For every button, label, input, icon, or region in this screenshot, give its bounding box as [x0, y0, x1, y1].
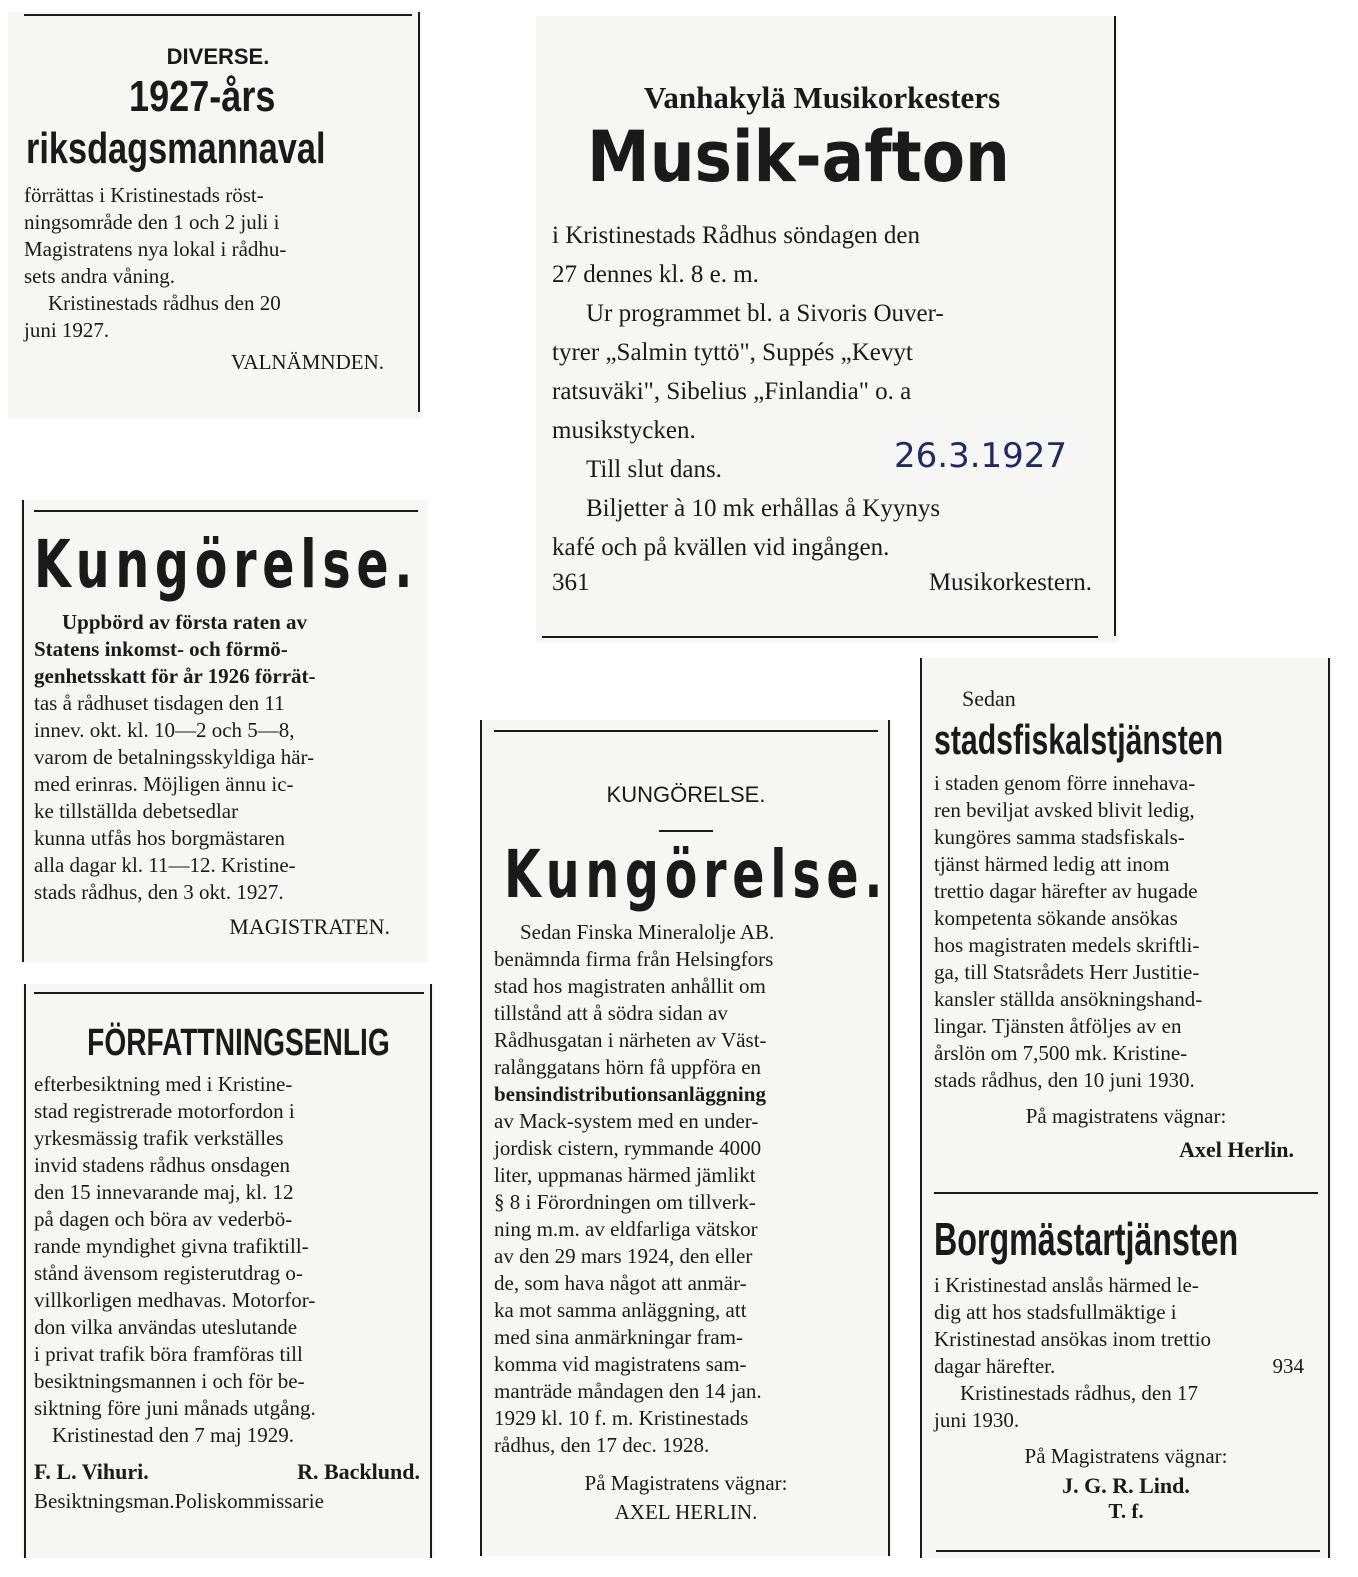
- signature: Axel Herlin.: [1179, 1137, 1294, 1162]
- signature: J. G. R. Lind.: [1062, 1473, 1190, 1498]
- notice-borgmastare: [920, 1188, 1332, 1558]
- right-rule: [430, 984, 432, 1558]
- headline: Borgmästartjänsten: [934, 1213, 1239, 1265]
- body-text: efterbesiktning med i Kristine- stad registrerade motorfordon i yrkesmässig trafik verkställes invid stadens rådhus onsdagen den 15 innevarande maj, kl. 12 på dagen och böra av vederbö- rande myndighet givna trafiktill- stånd ävensom registerutdrag o- villkorligen medhavas. Motorfor- don vilka användas uteslutande i privat trafik böra framföras till besiktningsmannen i och för be- siktning före juni månads utgång. Kristinestad den 7 maj 1929.: [34, 1072, 316, 1447]
- notice-besiktning: [22, 984, 434, 1558]
- body-text: förrättas i Kristinestads röst- ningsområde den 1 och 2 juli i Magistratens nya lokal i rådhu- sets andra våning. Kristinestads rådhus den 20 juni 1927.: [24, 183, 287, 342]
- behalf-line: På Magistratens vägnar:: [584, 1471, 788, 1495]
- divider: [659, 830, 713, 832]
- body-text: i Kristinestads Rådhus söndagen den 27 dennes kl. 8 e. m. Ur programmet bl. a Sivoris Ouver- tyrer „Salmin tyttö", Suppés „Kevyt ratsuväki", Sibelius „Finlandia" o. a musikstycken. Till slut dans. Biljetter à 10 mk erhållas å Kyynys kafé och på kvällen vid ingången.: [552, 222, 944, 561]
- notice-bensinstation: [480, 720, 892, 1556]
- right-rule: [1328, 1188, 1330, 1558]
- headline: Kungörelse.: [504, 836, 889, 913]
- headline-year: 1927-års: [128, 72, 276, 121]
- headline: Musik-afton: [587, 116, 1010, 198]
- signature-backlund: R. Backlund.: [297, 1459, 420, 1484]
- behalf-line: På magistratens vägnar:: [1025, 1104, 1227, 1128]
- left-rule: [920, 658, 922, 1188]
- bottom-rule: [936, 1550, 1320, 1552]
- right-rule: [888, 720, 890, 1556]
- title-besiktningsman: Besiktningsman.: [34, 1489, 175, 1513]
- body-text: Sedan Finska Mineralolje AB. benämnda firma från Helsingfors stad hos magistraten anhållit om tillstånd att å södra sidan av Rådhusgatan i närheten av Väst- ralånggatans hörn få uppföra en bensindistributionsanläggning av Mack-system med en under- jordisk cistern, rymmande 4000 liter, uppmanas härmed jämlikt § 8 i Förordningen om tillverk- ning m.m. av eldfarliga vätskor av den 29 mars 1924, den eller de, som hava något att anmär- ka mot samma anläggning, att med sina anmärkningar fram- komma vid magistratens sam- manträde måndagen den 14 jan. 1929 kl. 10 f. m. Kristinestads rådhus, den 17 dec. 1928.: [494, 920, 775, 1457]
- bottom-rule: [542, 636, 1098, 638]
- footer: [552, 569, 1092, 597]
- body-text: i Kristinestad anslås härmed le- dig att hos stadsfullmäktige i Kristinestad ansökas inom trettio dagar härefter. 934 Kristinestads rådhus, den 17 juni 1930.: [934, 1273, 1304, 1432]
- notice-musik-afton: [536, 16, 1118, 642]
- top-rule: [34, 992, 424, 994]
- top-rule: [24, 14, 412, 16]
- notice-kungorelse-skatt: [20, 500, 428, 962]
- behalf-line: På Magistratens vägnar:: [1024, 1444, 1228, 1468]
- notice-riksdagsmannaval: [8, 12, 422, 418]
- headline: riksdagsmannaval: [26, 124, 326, 173]
- left-rule: [22, 500, 24, 962]
- ad-number: 934: [1272, 1354, 1304, 1378]
- headline: FÖRFATTNINGSENLIG: [87, 1022, 390, 1064]
- top-rule: [934, 1192, 1318, 1194]
- signature-vihuri: F. L. Vihuri.: [34, 1459, 149, 1484]
- signature-titles: [34, 1489, 426, 1514]
- body-text: Uppbörd av första raten av Statens inkomst- och förmö- genhetsskatt för år 1926 förrät- tas å rådhuset tisdagen den 11 innev. okt. kl. 10—2 och 5—8, varom de betalningsskyldiga här- med erinras. Möjligen ännu ic- ke tillställda debetsedlar kunna utfås hos borgmästaren alla dagar kl. 11—12. Kristine- stads rådhus, den 3 okt. 1927.: [34, 610, 316, 904]
- handwritten-date-stamp: 26.3.1927: [894, 436, 1068, 476]
- left-rule: [24, 984, 26, 1558]
- notice-stadsfiskal: [920, 658, 1332, 1188]
- top-rule: [34, 510, 418, 512]
- left-rule: [920, 1188, 922, 1558]
- signature: Musikorkestern.: [928, 569, 1092, 596]
- right-rule: [1114, 16, 1116, 636]
- ad-number: 361: [552, 569, 590, 596]
- signature: MAGISTRATEN.: [229, 914, 390, 939]
- signatures: [34, 1459, 420, 1485]
- intro-word: Sedan: [962, 686, 1016, 711]
- signature: VALNÄMNDEN.: [230, 350, 384, 374]
- signature: AXEL HERLIN.: [614, 1500, 758, 1524]
- left-rule: [480, 720, 482, 1556]
- right-rule: [418, 12, 420, 412]
- signature-sub: T. f.: [1108, 1499, 1144, 1523]
- headline: Kungörelse.: [34, 526, 419, 603]
- section-label: DIVERSE.: [166, 44, 270, 69]
- organizer: Vanhakylä Musikorkesters: [643, 80, 1001, 115]
- body-text: i staden genom förre innehava- ren beviljat avsked blivit ledig, kungöres samma stadsfiskals- tjänst härmed ledig att inom trettio dagar härefter av hugade kompetenta sökande ansökas hos magistraten medels skriftli- ga, till Statsrådets Herr Justitie- kansler ställda ansökningshand- lingar. Tjänsten åtföljes av en årslön om 7,500 mk. Kristine- stads rådhus, den 10 juni 1930.: [934, 771, 1203, 1092]
- headline: stadsfiskalstjänsten: [934, 716, 1224, 763]
- right-rule: [1328, 658, 1330, 1188]
- top-rule: [494, 730, 878, 732]
- title-poliskommissarie: Poliskommissarie: [174, 1489, 324, 1513]
- section-label: KUNGÖRELSE.: [606, 782, 766, 807]
